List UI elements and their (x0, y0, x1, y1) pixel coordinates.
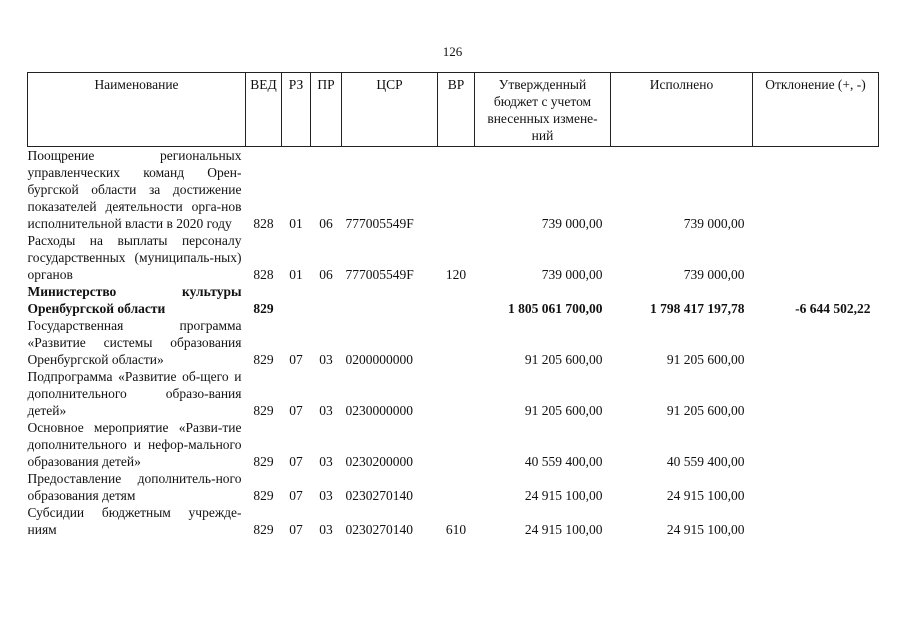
row-rz: 01 (289, 216, 303, 231)
header-pr: ПР (311, 73, 342, 147)
row-name: Предоставление дополнитель-ного образования детям (27, 471, 242, 503)
row-ved: 829 (253, 454, 274, 469)
row-rz: 07 (289, 522, 303, 537)
row-approved: 91 205 600,00 (524, 403, 603, 418)
header-approved: Утвержденный бюджет с учетом внесенных измене-ний (475, 73, 611, 147)
header-executed: Исполнено (611, 73, 753, 147)
row-executed: 739 000,00 (683, 216, 745, 231)
row-approved: 91 205 600,00 (524, 352, 603, 367)
header-ved: ВЕД (246, 73, 282, 147)
table-row (28, 470, 879, 504)
row-ved: 828 (253, 216, 274, 231)
row-deviation (753, 147, 879, 233)
row-deviation: -6 644 502,22 (795, 301, 871, 316)
row-name: Субсидии бюджетным учрежде-ниям (27, 505, 242, 537)
table-row (28, 232, 879, 283)
row-name: Расходы на выплаты персоналу государственных (муниципаль-ных) органов (27, 233, 242, 282)
row-vr (438, 147, 475, 233)
header-name: Наименование (28, 73, 246, 147)
row-vr (438, 470, 475, 504)
row-pr: 06 (319, 216, 333, 231)
page-number: 126 (442, 44, 463, 59)
row-rz: 07 (289, 352, 303, 367)
header-rz: РЗ (282, 73, 311, 147)
row-csr: 0230000000 (345, 403, 413, 418)
table-header-row (28, 73, 879, 147)
row-name: Основное мероприятие «Разви-тие дополнительного и нефор-мального образования детей» (27, 420, 242, 469)
header-vr: ВР (438, 73, 475, 147)
row-vr (438, 317, 475, 368)
row-name: Поощрение региональных управленческих команд Орен-бургской области за достижение показателей деятельности орга-нов исполнительной власти в 2020 году (27, 148, 242, 231)
row-pr: 03 (319, 488, 333, 503)
row-executed: 40 559 400,00 (666, 454, 745, 469)
table-row (28, 504, 879, 538)
row-executed: 91 205 600,00 (666, 403, 745, 418)
row-csr: 0230200000 (345, 454, 413, 469)
row-vr (438, 419, 475, 470)
table-row (28, 317, 879, 368)
table-row (28, 368, 879, 419)
row-name: Государственная программа «Развитие системы образования Оренбургской области» (27, 318, 242, 367)
row-csr (342, 283, 438, 317)
row-csr: 777005549F (345, 216, 414, 231)
row-pr (311, 283, 342, 317)
row-approved: 739 000,00 (541, 216, 603, 231)
row-approved: 24 915 100,00 (524, 522, 603, 537)
row-approved: 1 805 061 700,00 (508, 301, 603, 316)
row-deviation (753, 504, 879, 538)
row-pr: 03 (319, 403, 333, 418)
row-vr (438, 368, 475, 419)
row-executed: 24 915 100,00 (666, 522, 745, 537)
row-pr: 03 (319, 352, 333, 367)
row-pr: 03 (319, 454, 333, 469)
row-csr: 0200000000 (345, 352, 413, 367)
row-ved: 829 (253, 522, 274, 537)
table-row (28, 283, 879, 317)
header-csr: ЦСР (342, 73, 438, 147)
row-executed: 91 205 600,00 (666, 352, 745, 367)
table-row (28, 419, 879, 470)
row-rz (282, 283, 311, 317)
row-executed: 1 798 417 197,78 (650, 301, 745, 316)
row-pr: 06 (319, 267, 333, 282)
row-ved: 828 (253, 267, 274, 282)
row-vr (438, 283, 475, 317)
row-vr: 610 (445, 522, 467, 537)
row-csr: 0230270140 (345, 488, 413, 503)
row-name: Министерство культуры Оренбургской области (27, 284, 242, 316)
row-ved: 829 (253, 488, 274, 503)
row-vr: 120 (445, 267, 467, 282)
row-rz: 01 (289, 267, 303, 282)
row-ved: 829 (253, 301, 274, 316)
row-csr: 777005549F (345, 267, 414, 282)
row-rz: 07 (289, 488, 303, 503)
row-pr: 03 (319, 522, 333, 537)
row-approved: 24 915 100,00 (524, 488, 603, 503)
row-deviation (753, 317, 879, 368)
budget-table (27, 72, 879, 538)
row-executed: 24 915 100,00 (666, 488, 745, 503)
row-rz: 07 (289, 403, 303, 418)
row-executed: 739 000,00 (683, 267, 745, 282)
row-deviation (753, 368, 879, 419)
row-deviation (753, 419, 879, 470)
row-csr: 0230270140 (345, 522, 413, 537)
row-rz: 07 (289, 454, 303, 469)
row-name: Подпрограмма «Развитие об-щего и дополнительного образо-вания детей» (27, 369, 242, 418)
row-ved: 829 (253, 352, 274, 367)
row-approved: 40 559 400,00 (524, 454, 603, 469)
row-approved: 739 000,00 (541, 267, 603, 282)
row-deviation (753, 470, 879, 504)
header-deviation: Отклонение (+, -) (753, 73, 879, 147)
table-row (28, 147, 879, 233)
row-deviation (753, 232, 879, 283)
row-ved: 829 (253, 403, 274, 418)
